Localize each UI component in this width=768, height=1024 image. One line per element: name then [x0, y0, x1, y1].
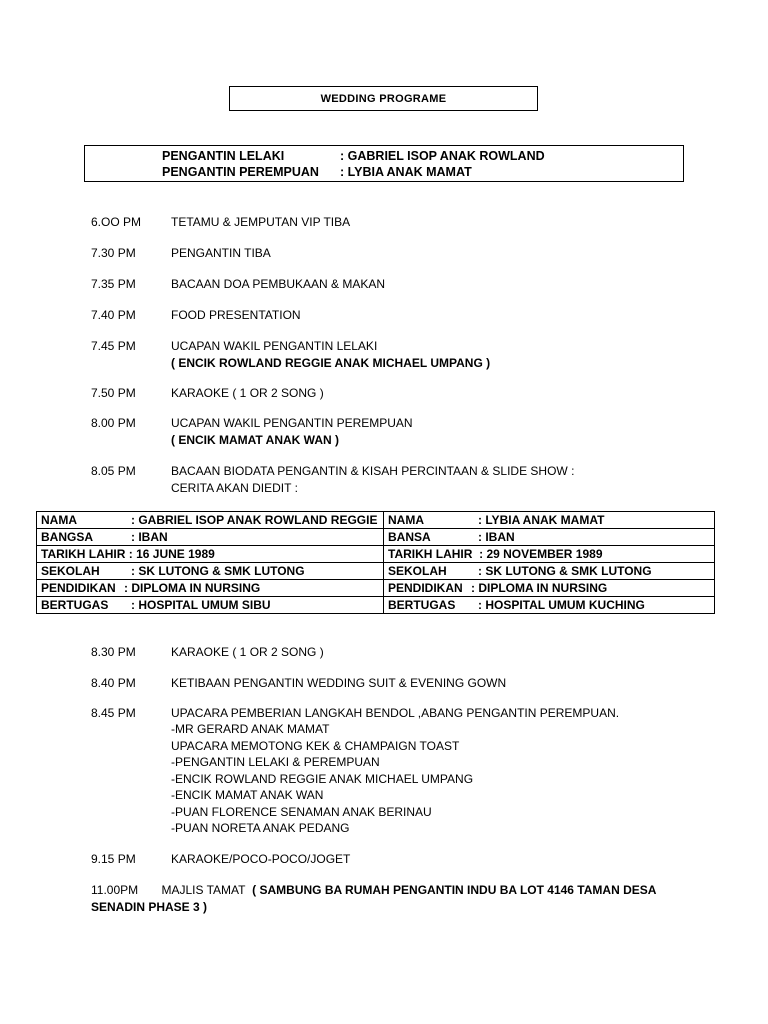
schedule-time: 7.30 PM	[91, 246, 136, 260]
schedule-desc: PENGANTIN TIBA	[171, 246, 271, 260]
schedule-desc: TETAMU & JEMPUTAN VIP TIBA	[171, 215, 351, 229]
couple-box	[84, 145, 684, 182]
schedule-desc: KETIBAAN PENGANTIN WEDDING SUIT & EVENING GOWN	[171, 676, 507, 690]
schedule-time: 8.40 PM	[91, 676, 136, 690]
list-item: -MR GERARD ANAK MAMAT	[171, 722, 330, 736]
schedule-desc: KARAOKE ( 1 OR 2 SONG )	[171, 645, 324, 659]
schedule-sub: ( ENCIK ROWLAND REGGIE ANAK MICHAEL UMPANG )	[171, 356, 491, 370]
field-value: : SK LUTONG & SMK LUTONG	[478, 564, 652, 578]
groom-cell	[37, 512, 384, 529]
schedule-desc: FOOD PRESENTATION	[171, 308, 301, 322]
bride-name: : LYBIA ANAK MAMAT	[340, 165, 472, 179]
schedule-time: 7.45 PM	[91, 339, 136, 353]
table-row	[37, 597, 715, 614]
bride-cell	[384, 546, 715, 563]
schedule-desc: UPACARA PEMBERIAN LANGKAH BENDOL ,ABANG PENGANTIN PEREMPUAN.	[171, 706, 620, 720]
field-value: : GABRIEL ISOP ANAK ROWLAND REGGIE	[131, 513, 378, 527]
groom-name: : GABRIEL ISOP ANAK ROWLAND	[340, 149, 545, 163]
schedule-desc: KARAOKE ( 1 OR 2 SONG )	[171, 386, 324, 400]
biodata-table	[36, 511, 715, 614]
groom-cell	[37, 580, 384, 597]
groom-cell	[37, 563, 384, 580]
field-label: TARIKH LAHIR	[388, 547, 473, 561]
field-label: PENDIDIKAN	[41, 581, 116, 595]
schedule-sub: CERITA AKAN DIEDIT :	[171, 481, 298, 495]
field-value: : IBAN	[131, 530, 168, 544]
groom-cell	[37, 529, 384, 546]
closing-item	[91, 882, 691, 916]
schedule-time: 8.30 PM	[91, 645, 136, 659]
schedule-time: 9.15 PM	[91, 852, 136, 866]
list-item: -ENCIK ROWLAND REGGIE ANAK MICHAEL UMPANG	[171, 771, 474, 786]
field-value: : 29 NOVEMBER 1989	[479, 547, 603, 561]
groom-label: PENGANTIN LELAKI	[162, 149, 285, 163]
groom-cell	[37, 597, 384, 614]
schedule-time: 8.05 PM	[91, 464, 136, 478]
bride-label: PENGANTIN PEREMPUAN	[162, 165, 319, 179]
bride-cell	[384, 563, 715, 580]
document-title: WEDDING PROGRAME	[229, 86, 538, 111]
field-value: : HOSPITAL UMUM KUCHING	[478, 598, 645, 612]
schedule-desc: UCAPAN WAKIL PENGANTIN LELAKI	[171, 339, 378, 353]
field-label: BANGSA	[41, 530, 94, 544]
bride-cell	[384, 580, 715, 597]
table-row	[37, 546, 715, 563]
field-label: BERTUGAS	[388, 598, 456, 612]
field-label: BERTUGAS	[41, 598, 109, 612]
schedule-sub: ( ENCIK MAMAT ANAK WAN )	[171, 433, 339, 447]
field-value: : DIPLOMA IN NURSING	[124, 581, 261, 595]
field-label: SEKOLAH	[41, 564, 100, 578]
schedule-time: 8.45 PM	[91, 706, 136, 720]
field-value: : 16 JUNE 1989	[128, 547, 215, 561]
schedule-time: 6.OO PM	[91, 215, 142, 229]
closing-time: 11.00PM	[91, 883, 139, 897]
ceremony-list	[171, 721, 473, 837]
list-item: -ENCIK MAMAT ANAK WAN	[171, 788, 324, 802]
field-value: : IBAN	[478, 530, 515, 544]
field-value: : LYBIA ANAK MAMAT	[478, 513, 605, 527]
list-item: UPACARA MEMOTONG KEK & CHAMPAIGN TOAST	[171, 738, 460, 753]
closing-desc: MAJLIS TAMAT	[161, 883, 246, 897]
field-value: : SK LUTONG & SMK LUTONG	[131, 564, 305, 578]
field-label: BANSA	[388, 530, 431, 544]
schedule-time: 7.35 PM	[91, 277, 136, 291]
schedule-desc: KARAOKE/POCO-POCO/JOGET	[171, 852, 351, 866]
table-row	[37, 563, 715, 580]
bride-cell	[384, 529, 715, 546]
field-label: PENDIDIKAN	[388, 581, 463, 595]
list-item: -PUAN FLORENCE SENAMAN ANAK BERINAU	[171, 804, 432, 819]
schedule-time: 7.40 PM	[91, 308, 136, 322]
field-label: NAMA	[41, 513, 77, 527]
field-label: NAMA	[388, 513, 424, 527]
table-row	[37, 580, 715, 597]
field-label: TARIKH LAHIR	[41, 547, 126, 561]
table-row	[37, 512, 715, 529]
bride-cell	[384, 597, 715, 614]
list-item: -PUAN NORETA ANAK PEDANG	[171, 821, 350, 835]
schedule-time: 8.00 PM	[91, 416, 136, 430]
groom-row	[162, 148, 545, 164]
bride-cell	[384, 512, 715, 529]
list-item: -PENGANTIN LELAKI & PEREMPUAN	[171, 755, 380, 769]
schedule-time: 7.50 PM	[91, 386, 136, 400]
closing-note: ( SAMBUNG BA RUMAH PENGANTIN INDU BA LOT 4146 TAMAN DESA SENADIN PHASE 3 )	[91, 883, 656, 914]
schedule-desc: BACAAN BIODATA PENGANTIN & KISAH PERCINTAAN & SLIDE SHOW :	[171, 464, 575, 478]
field-value: : DIPLOMA IN NURSING	[471, 581, 608, 595]
groom-cell	[37, 546, 384, 563]
field-value: : HOSPITAL UMUM SIBU	[131, 598, 271, 612]
field-label: SEKOLAH	[388, 564, 447, 578]
schedule-desc: BACAAN DOA PEMBUKAAN & MAKAN	[171, 277, 386, 291]
schedule-desc: UCAPAN WAKIL PENGANTIN PEREMPUAN	[171, 416, 413, 430]
bride-row	[162, 164, 472, 180]
table-row	[37, 529, 715, 546]
